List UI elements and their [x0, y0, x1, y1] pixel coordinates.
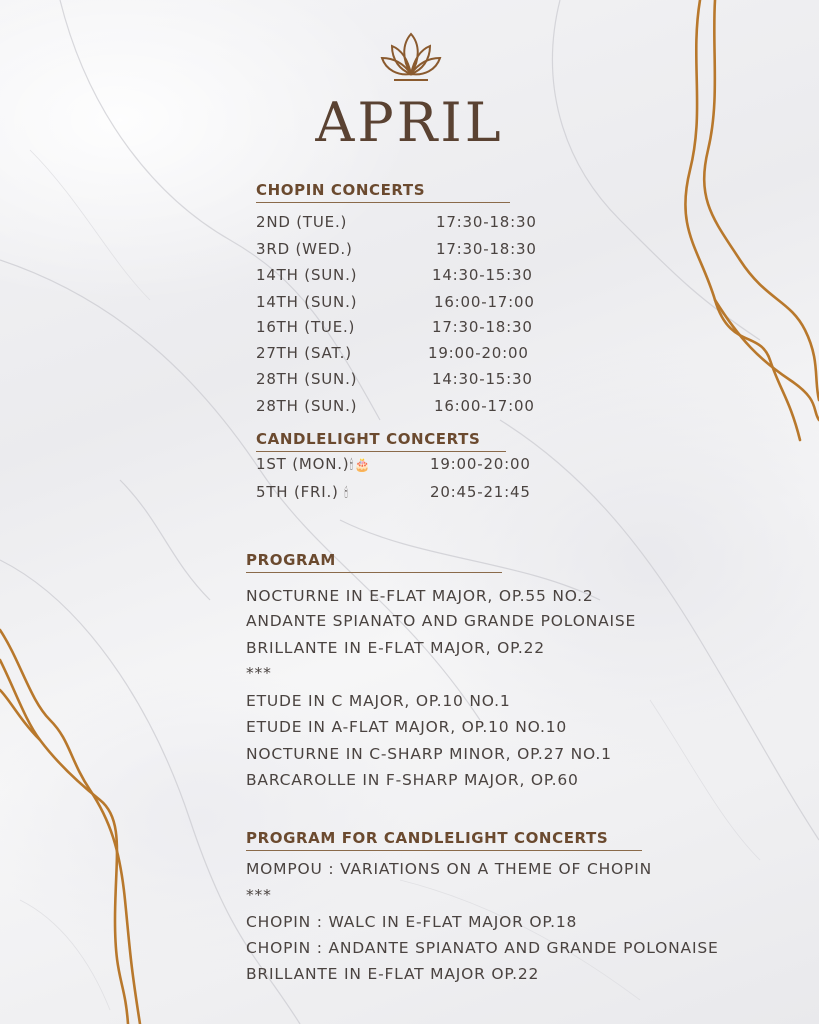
program-heading: PROGRAM — [246, 550, 502, 573]
chopin-concerts-heading: CHOPIN CONCERTS — [256, 180, 510, 203]
schedule-row — [256, 394, 556, 418]
row-day: 3RD (WED.) — [256, 240, 353, 258]
program-line: ETUDE IN A-FLAT MAJOR, OP.10 NO.10 — [246, 718, 568, 736]
schedule-row — [256, 263, 556, 287]
row-day: 2ND (TUE.) — [256, 213, 348, 231]
candle-icon: 🕯 — [344, 486, 349, 501]
program-line: MOMPOU : VARIATIONS ON A THEME OF CHOPIN — [246, 860, 652, 878]
program-separator: *** — [246, 664, 272, 682]
program-line: ETUDE IN C MAJOR, OP.10 NO.1 — [246, 692, 511, 710]
row-day: 27TH (SAT.) — [256, 344, 352, 362]
row-time: 19:00-20:00 — [428, 344, 529, 362]
row-day: 16TH (TUE.) — [256, 318, 356, 336]
program-candlelight-heading: PROGRAM FOR CANDLELIGHT CONCERTS — [246, 828, 642, 851]
program-separator: *** — [246, 886, 272, 904]
schedule-row — [256, 367, 556, 391]
row-day-text: 5TH (FRI.) — [256, 483, 339, 501]
schedule-row — [256, 341, 556, 365]
schedule-row — [256, 237, 556, 261]
row-day: 28TH (SUN.) — [256, 397, 358, 415]
row-time: 14:30-15:30 — [432, 266, 533, 284]
candle-icon: 🕯 — [349, 458, 354, 473]
row-day: 14TH (SUN.) — [256, 293, 358, 311]
program-line: CHOPIN : WALC IN E-FLAT MAJOR OP.18 — [246, 913, 578, 931]
row-day: 28TH (SUN.) — [256, 370, 358, 388]
program-line: CHOPIN : ANDANTE SPIANATO AND GRANDE POLONAISE — [246, 939, 719, 957]
row-time: 17:30-18:30 — [432, 318, 533, 336]
row-day-text: 1ST (MON.) — [256, 455, 350, 473]
schedule-row — [256, 452, 556, 476]
page-title: APRIL — [315, 91, 504, 154]
row-time: 20:45-21:45 — [430, 483, 531, 501]
row-time: 16:00-17:00 — [434, 397, 535, 415]
row-time: 16:00-17:00 — [434, 293, 535, 311]
schedule-row — [256, 480, 556, 504]
program-line: BRILLANTE IN E-FLAT MAJOR OP.22 — [246, 965, 540, 983]
program-line: BARCAROLLE IN F-SHARP MAJOR, OP.60 — [246, 771, 579, 789]
row-day — [256, 480, 349, 506]
row-day: 14TH (SUN.) — [256, 266, 358, 284]
lotus-icon — [380, 30, 442, 86]
program-line: NOCTURNE IN C-SHARP MINOR, OP.27 NO.1 — [246, 745, 612, 763]
birthday-cake-icon: 🎂 — [353, 458, 371, 473]
row-time: 17:30-18:30 — [436, 240, 537, 258]
candlelight-concerts-heading: CANDLELIGHT CONCERTS — [256, 429, 506, 452]
schedule-row — [256, 290, 556, 314]
program-line: BRILLANTE IN E-FLAT MAJOR, OP.22 — [246, 639, 545, 657]
row-time: 14:30-15:30 — [432, 370, 533, 388]
program-line: NOCTURNE IN E-FLAT MAJOR, OP.55 NO.2 — [246, 587, 594, 605]
row-day — [256, 452, 371, 478]
schedule-row — [256, 315, 556, 339]
schedule-row — [256, 210, 556, 234]
row-time: 17:30-18:30 — [436, 213, 537, 231]
program-line: ANDANTE SPIANATO AND GRANDE POLONAISE — [246, 612, 637, 630]
row-time: 19:00-20:00 — [430, 455, 531, 473]
